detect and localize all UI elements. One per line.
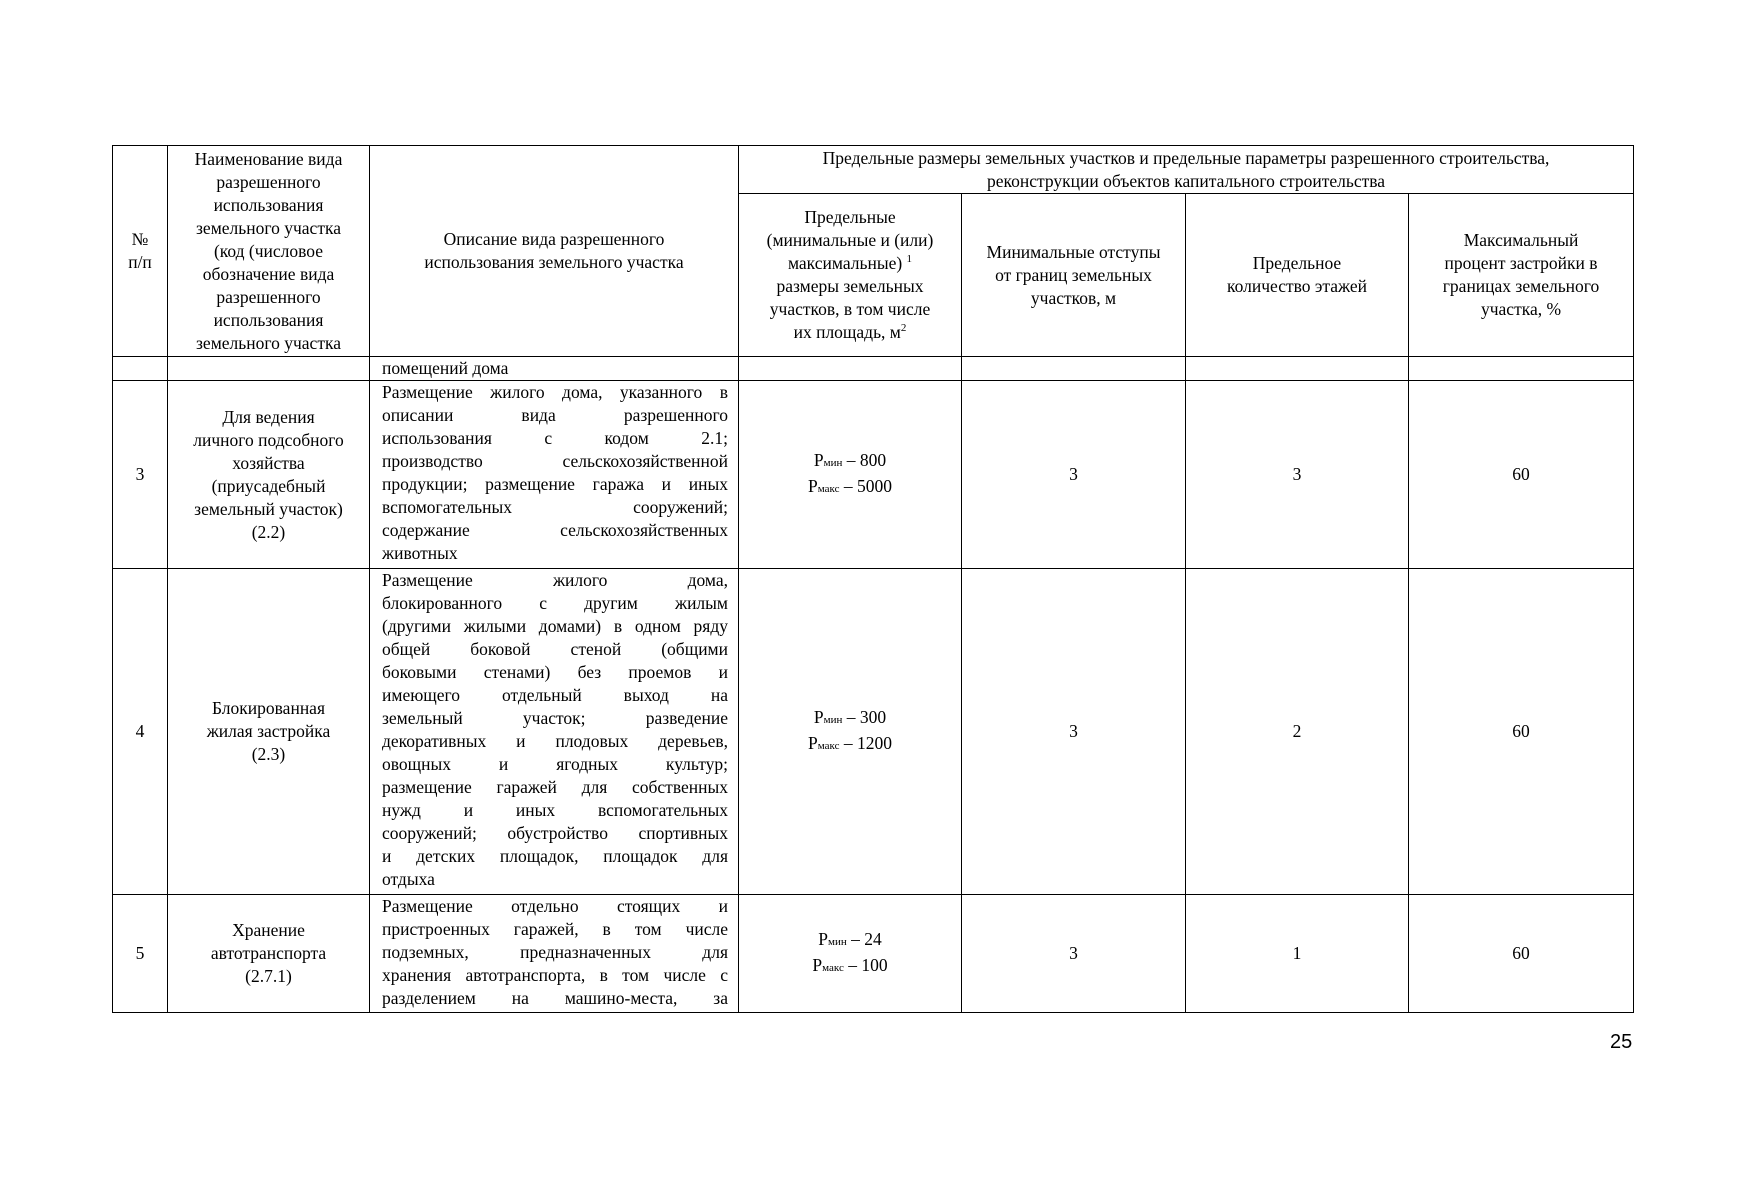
plot-size-min: Рмин – 800 <box>813 449 887 470</box>
cell-floors <box>1186 357 1409 381</box>
cell-description: Размещение жилого дома, блокированного с другим жилым (другими жилыми домами) в одном ряду общей боковой стеной (общими боковыми стенами) без проемов и имеющего отдельный выход на земельный участок; разведение декоративных и плодовых деревьев, овощных и ягодных культур; размещение гаражей для собственных нужд и иных вспомогательных сооружений; обустройство спортивных и детских площадок, площадок для отдыха <box>370 569 739 895</box>
plot-size-min: Рмин – 24 <box>818 928 882 949</box>
table-row <box>113 569 1634 895</box>
header-min-setback: Минимальные отступы от границ земельных участков, м <box>962 194 1186 357</box>
cell-floors: 3 <box>1186 381 1409 569</box>
cell-coverage: 60 <box>1409 381 1634 569</box>
cell-number: 5 <box>113 895 168 1013</box>
cell-number <box>113 357 168 381</box>
cell-setback: 3 <box>962 381 1186 569</box>
cell-name <box>168 357 370 381</box>
cell-name: Хранение автотранспорта (2.7.1) <box>168 895 370 1013</box>
table-row <box>113 381 1634 569</box>
cell-setback: 3 <box>962 895 1186 1013</box>
cell-number: 4 <box>113 569 168 895</box>
plot-size-max: Рмакс – 5000 <box>808 475 892 496</box>
cell-number: 3 <box>113 381 168 569</box>
header-description: Описание вида разрешенного использования земельного участка <box>370 146 739 357</box>
header-max-coverage: Максимальный процент застройки в границах земельного участка, % <box>1409 194 1634 357</box>
cell-coverage: 60 <box>1409 569 1634 895</box>
table-row-continuation <box>113 357 1634 381</box>
header-use-type-name: Наименование вида разрешенного использования земельного участка (код (числовое обозначение вида разрешенного использования земельного участка <box>168 146 370 357</box>
cell-description: Размещение жилого дома, указанного в описании вида разрешенного использования с кодом 2.1; производство сельскохозяйственной продукции; размещение гаража и иных вспомогательных сооружений; содержание сельскохозяйственных животных <box>370 381 739 569</box>
cell-floors: 2 <box>1186 569 1409 895</box>
plot-size-min: Рмин – 300 <box>813 706 887 727</box>
page-number: 25 <box>1610 1031 1633 1053</box>
header-limits-group: Предельные размеры земельных участков и предельные параметры разрешенного строительства, реконструкции объектов капитального строительства <box>739 146 1634 194</box>
header-number: № п/п <box>113 146 168 357</box>
header-plot-size: Предельные (минимальные и (или) максимальные) $^1$ размеры земельных участков, в том числе их площадь, $м^2$ <box>739 194 962 357</box>
cell-plot-size <box>739 569 962 895</box>
cell-coverage: 60 <box>1409 895 1634 1013</box>
header-row-group <box>113 146 1634 194</box>
table-row <box>113 895 1634 1013</box>
cell-name: Блокированная жилая застройка (2.3) <box>168 569 370 895</box>
cell-coverage <box>1409 357 1634 381</box>
cell-name: Для ведения личного подсобного хозяйства (приусадебный земельный участок) (2.2) <box>168 381 370 569</box>
cell-description: Размещение отдельно стоящих и пристроенных гаражей, в том числе подземных, предназначенных для хранения автотранспорта, в том числе с разделением на машино-места, за <box>370 895 739 1013</box>
plot-size-max: Рмакс – 100 <box>812 954 888 975</box>
cell-plot-size <box>739 381 962 569</box>
land-use-regulations-table <box>112 145 1634 1013</box>
plot-size-max: Рмакс – 1200 <box>808 732 892 753</box>
cell-plot-size <box>739 895 962 1013</box>
header-floors-limit: Предельное количество этажей <box>1186 194 1409 357</box>
cell-description: помещений дома <box>370 357 739 381</box>
cell-plot-size <box>739 357 962 381</box>
cell-floors: 1 <box>1186 895 1409 1013</box>
cell-setback <box>962 357 1186 381</box>
cell-setback: 3 <box>962 569 1186 895</box>
